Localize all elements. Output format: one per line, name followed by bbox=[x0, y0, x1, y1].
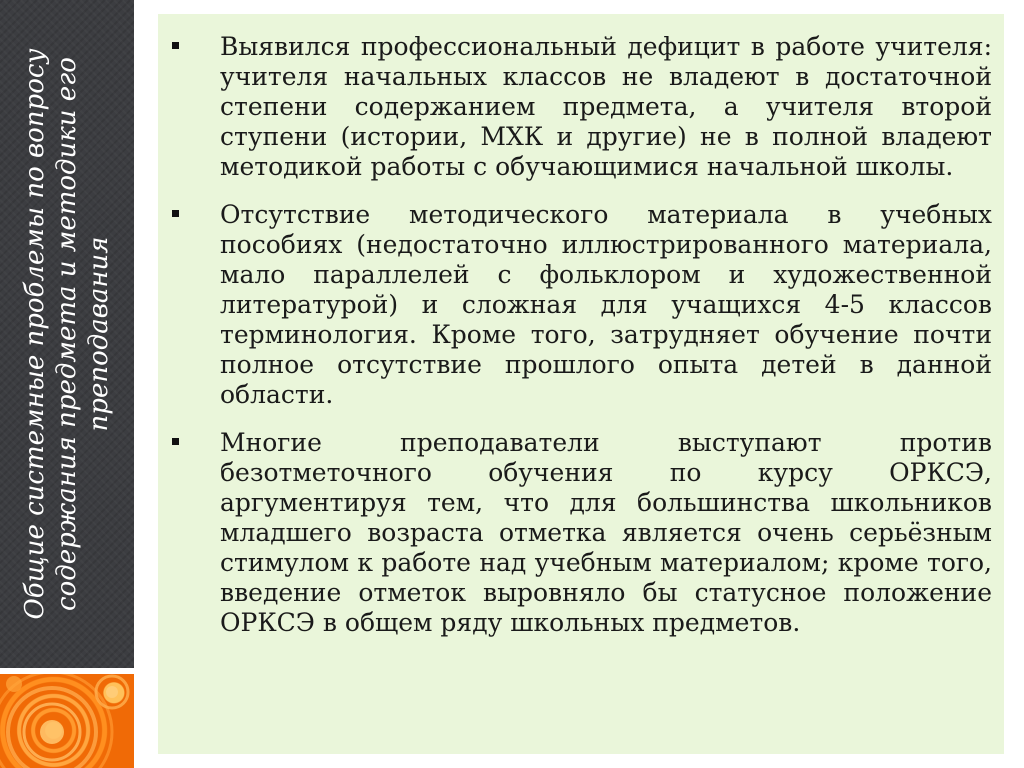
orange-decoration-block bbox=[0, 674, 134, 768]
bullet-text: Выявился профессиональный дефицит в работе учителя: учителя начальных классов не владеют в достаточной степени содержанием предмета, а учителя второй ступени (истории, МХК и другие) не в полной владеют методикой работы с обучающимися начальной школы. bbox=[220, 32, 992, 181]
square-bullet-icon bbox=[172, 200, 220, 217]
content-panel bbox=[158, 14, 1004, 754]
list-item bbox=[172, 32, 992, 182]
side-title-band bbox=[0, 0, 134, 668]
square-bullet-icon bbox=[172, 32, 220, 49]
side-title-container bbox=[0, 0, 134, 668]
square-bullet-icon bbox=[172, 428, 220, 445]
bullet-list bbox=[172, 32, 992, 638]
bullet-text: Отсутствие методического материала в учебных пособиях (недостаточно иллюстрированного материала, мало параллелей с фольклором и художественной литературой) и сложная для учащихся 4-5 классов терминология. Кроме того, затрудняет обучение почти полное отсутствие прошлого опыта детей в данной области. bbox=[220, 200, 992, 409]
list-item bbox=[172, 428, 992, 638]
bullet-text: Многие преподаватели выступают против безотметочного обучения по курсу ОРКСЭ, аргументируя тем, что для большинства школьников младшего возраста отметка является очень серьёзным стимулом к работе над учебным материалом; кроме того, введение отметок выровняло бы статусное положение ОРКСЭ в общем ряду школьных предметов. bbox=[220, 428, 992, 637]
orange-rings-decoration bbox=[0, 674, 134, 768]
side-title: Общие системные проблемы по вопросу содержания предмета и методики его преподавания bbox=[20, 48, 114, 620]
list-item bbox=[172, 200, 992, 410]
